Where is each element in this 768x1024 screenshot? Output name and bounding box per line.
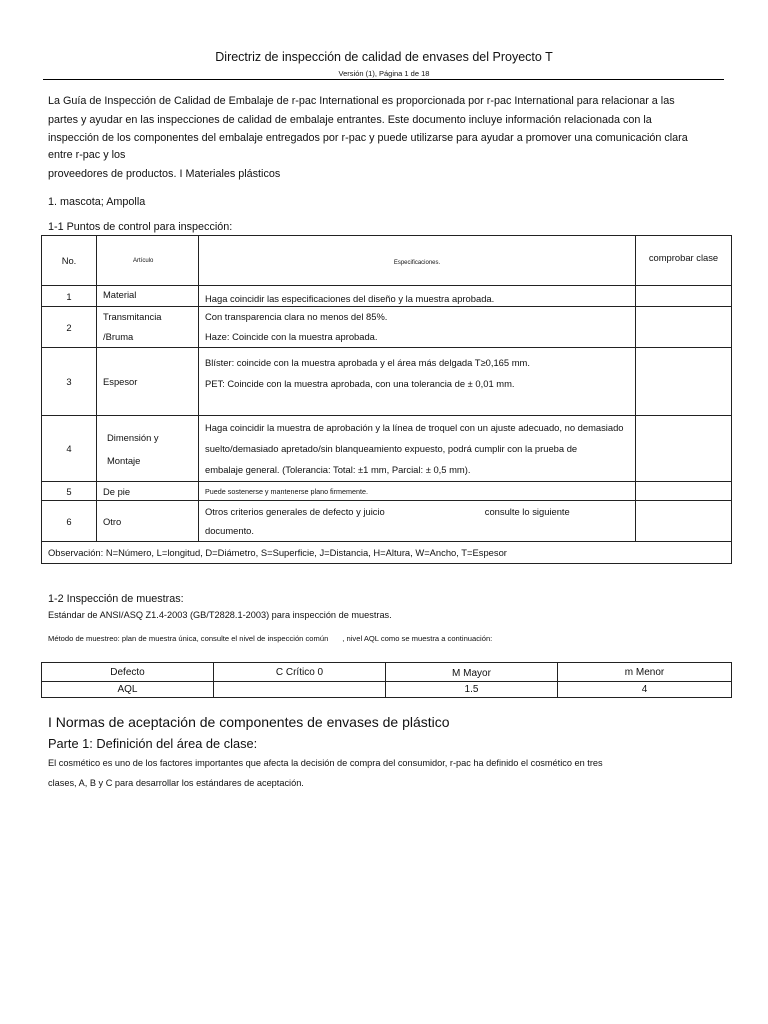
aql-header-cell: C Crítico 0 xyxy=(214,663,386,682)
table-row xyxy=(42,416,732,482)
row-article xyxy=(97,416,199,482)
spec-line: documento. xyxy=(205,525,254,536)
intro-line: La Guía de Inspección de Calidad de Embalaje de r-pac International es proporcionada por r-pac International para relacionar a las xyxy=(48,95,675,107)
article-line: Dimensión y xyxy=(107,431,159,443)
aql-header-cell: M Mayor xyxy=(386,663,558,682)
row-article: Otro xyxy=(97,501,199,542)
row-no: 4 xyxy=(42,416,97,482)
aql-header-cell: Defecto xyxy=(42,663,214,682)
table-row xyxy=(42,348,732,416)
aql-cell: AQL xyxy=(42,682,214,698)
spec-extra: consulte lo siguiente xyxy=(484,506,570,517)
inspection-table xyxy=(41,235,732,564)
row-article xyxy=(97,307,199,348)
row-class xyxy=(636,416,732,482)
table-row xyxy=(42,501,732,542)
row-class xyxy=(636,501,732,542)
header-no: No. xyxy=(42,236,97,286)
row-no: 2 xyxy=(42,307,97,348)
table-row xyxy=(42,482,732,501)
table-header-row xyxy=(42,236,732,286)
aql-cell xyxy=(214,682,386,698)
observation-note: Observación: N=Número, L=longitud, D=Diámetro, S=Superficie, J=Distancia, H=Altura, W=Ancho, T=Espesor xyxy=(42,542,732,564)
row-class xyxy=(636,286,732,307)
article-line: Transmitancia xyxy=(103,311,162,322)
table-row xyxy=(42,286,732,307)
spec-line: Blíster: coincide con la muestra aprobada y el área más delgada T≥0,165 mm. xyxy=(205,357,530,368)
header-spec: Especificaciones. xyxy=(199,236,636,286)
row-class xyxy=(636,348,732,416)
row-article: Material xyxy=(97,286,199,307)
item-heading: 1. mascota; Ampolla xyxy=(48,196,146,208)
article-line: /Bruma xyxy=(103,331,134,342)
header-article: Artículo xyxy=(97,236,199,286)
spec-line: Haga coincidir la muestra de aprobación y la línea de troquel con un ajuste adecuado, no demasiado xyxy=(205,422,624,433)
row-class xyxy=(636,482,732,501)
row-spec xyxy=(199,348,636,416)
aql-cell: 1.5 xyxy=(386,682,558,698)
spec-line: embalaje general. (Tolerancia: Total: ±1 mm, Parcial: ± 0,5 mm). xyxy=(205,464,471,475)
sampling-method-tail: , nivel AQL como se muestra a continuación: xyxy=(342,634,493,643)
row-no: 5 xyxy=(42,482,97,501)
row-no: 1 xyxy=(42,286,97,307)
row-spec: Haga coincidir las especificaciones del diseño y la muestra aprobada. xyxy=(199,286,636,307)
aql-table xyxy=(41,662,732,698)
sampling-method-text: Método de muestreo: plan de muestra única, consulte el nivel de inspección común xyxy=(48,634,329,643)
header-divider xyxy=(43,79,724,80)
page-version: Versión (1), Página 1 de 18 xyxy=(338,69,430,78)
aql-cell: 4 xyxy=(558,682,732,698)
spec-line: Haze: Coincide con la muestra aprobada. xyxy=(205,331,378,342)
intro-line: entre r-pac y los xyxy=(48,149,126,161)
row-class xyxy=(636,307,732,348)
row-spec xyxy=(199,416,636,482)
observation-row xyxy=(42,542,732,564)
section-text-line: clases, A, B y C para desarrollar los estándares de aceptación. xyxy=(48,778,304,788)
spec-line: Con transparencia clara no menos del 85%. xyxy=(205,311,388,322)
aql-header-row xyxy=(42,663,732,682)
row-article: De pie xyxy=(97,482,199,501)
row-spec xyxy=(199,307,636,348)
sampling-standard: Estándar de ANSI/ASQ Z1.4-2003 (GB/T2828.1-2003) para inspección de muestras. xyxy=(48,610,392,620)
aql-header-cell: m Menor xyxy=(558,663,732,682)
row-no: 6 xyxy=(42,501,97,542)
table-row xyxy=(42,307,732,348)
row-article: Espesor xyxy=(97,348,199,416)
aql-row xyxy=(42,682,732,698)
intro-line: partes y ayudar en las inspecciones de calidad de embalaje entrantes. Este documento incluye información relacionada con la xyxy=(48,114,652,126)
spec-text: Otros criterios generales de defecto y juicio xyxy=(205,506,385,517)
row-no: 3 xyxy=(42,348,97,416)
sampling-method xyxy=(48,634,492,643)
subsection-heading: 1-1 Puntos de control para inspección: xyxy=(48,221,233,233)
spec-line: suelto/demasiado apretado/sin blanqueamiento expuesto, podrá cumplir con la prueba de xyxy=(205,443,578,454)
spec-line xyxy=(205,502,629,521)
section-text-line: El cosmético es uno de los factores importantes que afecta la decisión de compra del consumidor, r-pac ha definido el cosmético en tres xyxy=(48,758,603,768)
row-spec xyxy=(199,501,636,542)
intro-line: proveedores de productos. I Materiales plásticos xyxy=(48,168,281,180)
spec-line: PET: Coincide con la muestra aprobada, con una tolerancia de ± 0,01 mm. xyxy=(205,378,515,389)
row-spec: Puede sostenerse y mantenerse plano firmemente. xyxy=(199,482,636,501)
sampling-title: 1-2 Inspección de muestras: xyxy=(48,593,184,605)
intro-line: inspección de los componentes del embalaje entregados por r-pac y puede utilizarse para ayudar a promover una comunicación clara xyxy=(48,132,688,144)
article-line: Montaje xyxy=(107,454,141,466)
document-title: Directriz de inspección de calidad de envases del Proyecto T xyxy=(215,50,553,64)
header-class: comprobar clase xyxy=(636,236,732,286)
section-part-title: Parte 1: Definición del área de clase: xyxy=(48,736,258,751)
section-title: I Normas de aceptación de componentes de envases de plástico xyxy=(48,714,450,730)
